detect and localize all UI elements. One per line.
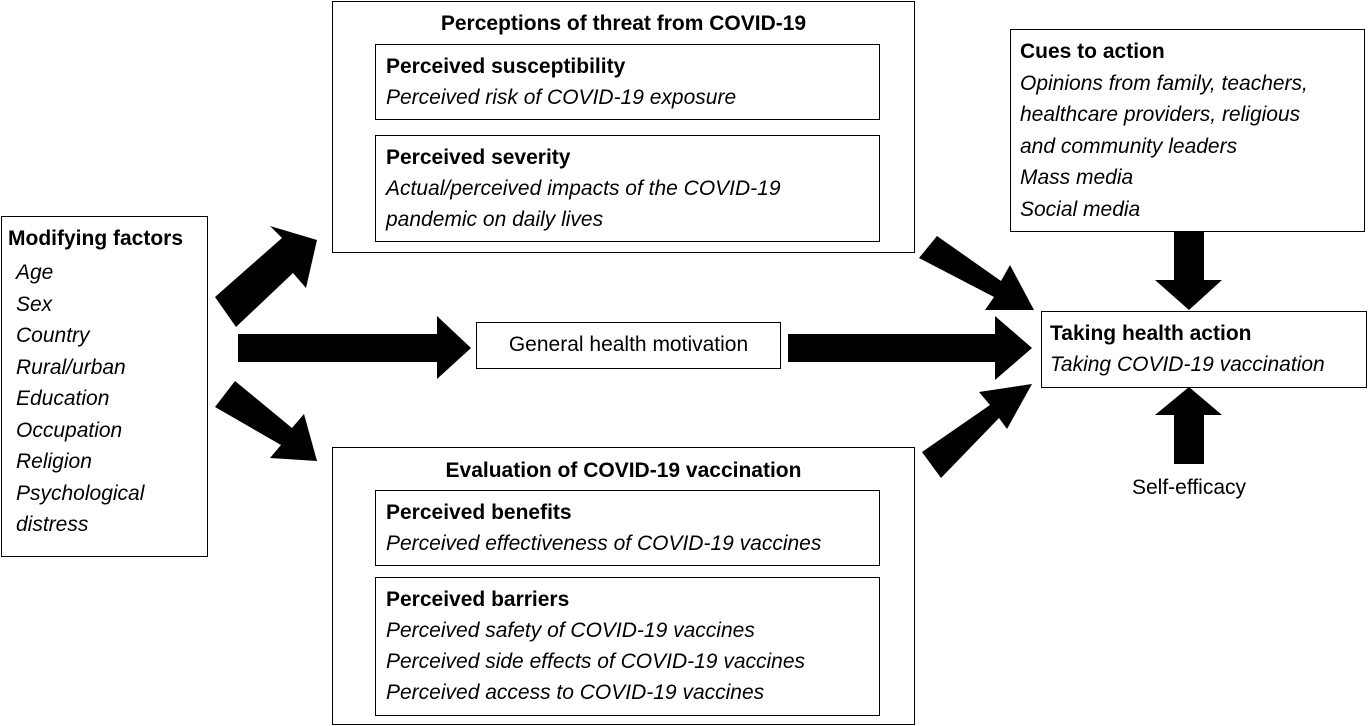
factor-item: Religion [16, 450, 92, 473]
severity-title: Perceived severity [386, 146, 571, 169]
susceptibility-title: Perceived susceptibility [386, 55, 626, 78]
evaluation-box [332, 447, 915, 725]
motivation-box [476, 322, 781, 369]
threat-title: Perceptions of threat from COVID-19 [440, 12, 807, 35]
modifying-factors-title: Modifying factors [8, 227, 184, 250]
cues-line: Opinions from family, teachers, [1020, 71, 1308, 95]
barriers-box [375, 577, 880, 716]
severity-line: Actual/perceived impacts of the COVID-19 [386, 177, 781, 200]
modifying-factors-box [1, 216, 208, 557]
factor-item: Psychological [16, 481, 145, 505]
factor-item: Education [16, 387, 110, 410]
action-content [1050, 318, 1325, 380]
cues-line: and community leaders [1020, 134, 1238, 158]
cues-line: Social media [1020, 197, 1141, 221]
arrow-evaluation-to-action [922, 384, 1032, 478]
severity-line: pandemic on daily lives [386, 208, 604, 231]
self-efficacy-label: Self-efficacy [1132, 476, 1246, 499]
arrow-threat-to-action [919, 236, 1034, 310]
benefits-box [375, 490, 880, 566]
arrow-modifying-to-motivation [238, 316, 471, 379]
evaluation-title: Evaluation of COVID-19 vaccination [445, 459, 802, 482]
factor-item: Occupation [16, 418, 123, 442]
barriers-line: Perceived safety of COVID-19 vaccines [386, 619, 755, 642]
benefits-title: Perceived benefits [386, 501, 572, 524]
arrow-cues-to-action [1155, 232, 1222, 310]
cues-box [1010, 29, 1365, 232]
motivation-label: General health motivation [508, 333, 749, 356]
arrow-motivation-to-action [788, 316, 1032, 380]
threat-box [332, 1, 915, 253]
factor-item: distress [16, 513, 89, 536]
cues-line: Mass media [1020, 166, 1134, 189]
barriers-line: Perceived side effects of COVID-19 vaccines [386, 650, 806, 673]
severity-box [375, 135, 880, 242]
cues-content [1020, 36, 1308, 225]
susceptibility-line: Perceived risk of COVID-19 exposure [386, 86, 737, 109]
arrow-modifying-to-evaluation [215, 381, 317, 461]
factor-item: Sex [16, 292, 53, 316]
cues-title: Cues to action [1020, 40, 1165, 63]
cues-line: healthcare providers, religious [1020, 103, 1301, 126]
modifying-factors-list [16, 257, 144, 541]
action-line: Taking COVID-19 vaccination [1050, 353, 1325, 376]
barriers-line: Perceived access to COVID-19 vaccines [386, 681, 765, 704]
arrow-selfefficacy-to-action [1155, 387, 1222, 464]
action-title: Taking health action [1050, 322, 1252, 345]
benefits-line: Perceived effectiveness of COVID-19 vaccines [386, 532, 822, 555]
susceptibility-box [375, 44, 880, 120]
action-box [1041, 311, 1367, 388]
factor-item: Age [16, 261, 54, 284]
factor-item: Country [16, 324, 90, 347]
arrow-modifying-to-threat [215, 226, 317, 327]
factor-item: Rural/urban [16, 355, 126, 379]
barriers-title: Perceived barriers [386, 588, 570, 611]
